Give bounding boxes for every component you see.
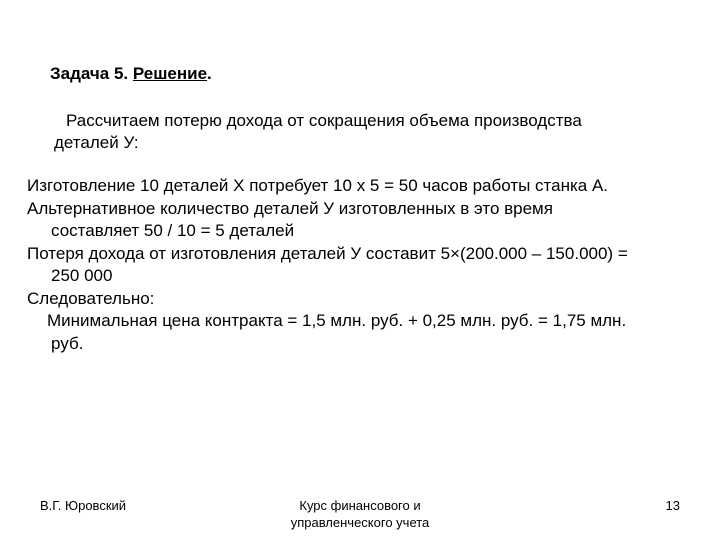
body-line-8: руб. bbox=[51, 333, 84, 353]
body-line-4: Потеря дохода от изготовления деталей У составит 5×(200.000 – 150.000) = bbox=[27, 243, 628, 263]
slide-title bbox=[50, 63, 212, 85]
body-line-3: составляет 50 / 10 = 5 деталей bbox=[51, 221, 295, 240]
body-line-2: Альтернативное количество деталей У изготовленных в это время bbox=[27, 198, 553, 218]
body-line-7: Минимальная цена контракта = 1,5 млн. руб. + 0,25 млн. руб. = 1,75 млн. bbox=[47, 311, 627, 330]
title-solution: Решение bbox=[132, 64, 208, 83]
intro-paragraph bbox=[50, 110, 670, 154]
footer-course-line-2: управленческого учета bbox=[290, 515, 430, 530]
body-line-6: Следовательно: bbox=[27, 288, 155, 308]
intro-line-2: деталей У: bbox=[54, 133, 139, 152]
title-suffix: . bbox=[207, 64, 212, 83]
intro-line-1: Рассчитаем потерю дохода от сокращения объема производства bbox=[66, 111, 582, 130]
solution-body bbox=[27, 175, 697, 355]
body-line-1: Изготовление 10 деталей Х потребует 10 х 5 = 50 часов работы станка А. bbox=[27, 176, 609, 195]
footer-course-line-1: Курс финансового и bbox=[299, 498, 421, 513]
page-number: 13 bbox=[665, 498, 680, 513]
title-prefix: Задача 5. bbox=[50, 64, 133, 83]
footer-course bbox=[260, 497, 460, 531]
body-line-5: 250 000 bbox=[51, 266, 113, 285]
footer-author: В.Г. Юровский bbox=[40, 498, 127, 513]
